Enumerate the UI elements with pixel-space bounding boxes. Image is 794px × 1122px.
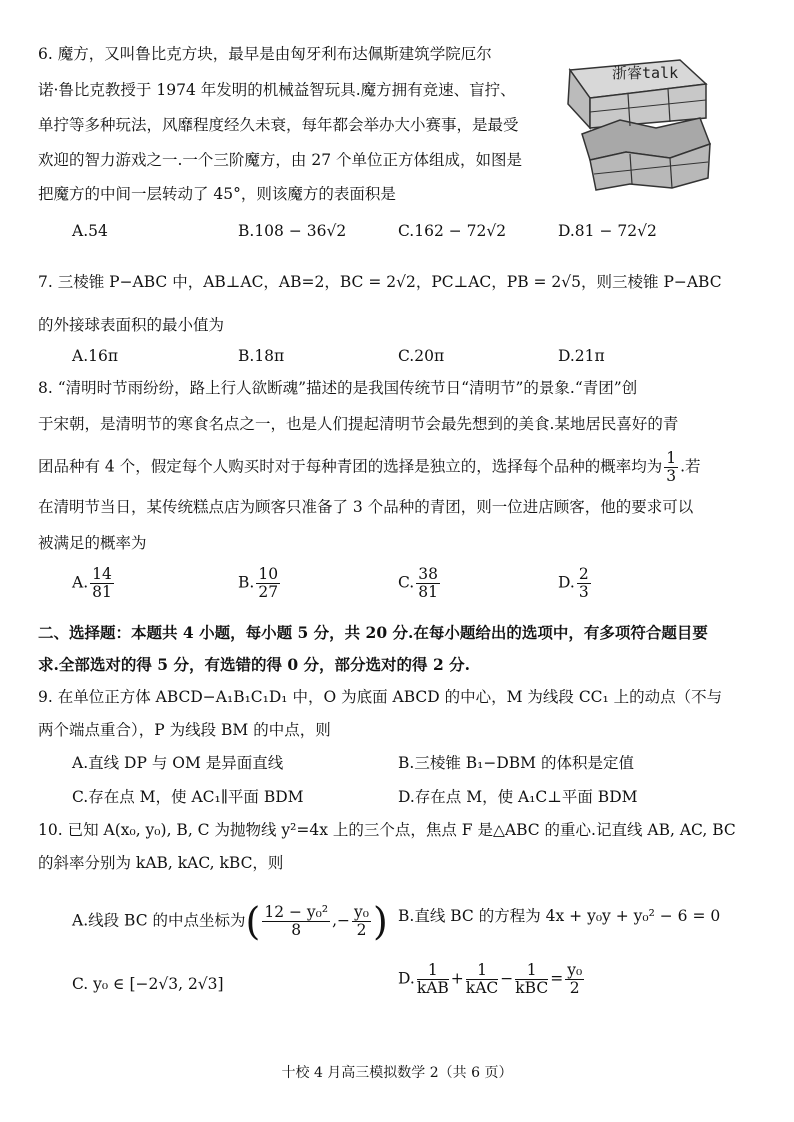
q9-option-c: C.存在点 M，使 AC₁∥平面 BDM (72, 788, 304, 806)
q9-line-1: 9. 在单位正方体 ABCD−A₁B₁C₁D₁ 中，O 为底面 ABCD 的中心，M 为线段 CC₁ 上的动点（不与 (38, 688, 723, 706)
q10-option-b: B.直线 BC 的方程为 4x + y₀y + y₀² − 6 = 0 (398, 907, 721, 925)
fraction-denominator: 8 (291, 921, 302, 939)
q7-option-c: C.20π (398, 347, 445, 365)
q8-line-1: 8. “清明时节雨纷纷，路上行人欲断魂”描述的是我国传统节日“清明节”的景象.“青团”创 (38, 379, 638, 397)
page-footer: 十校 4 月高三模拟数学 2（共 6 页） (281, 1065, 513, 1081)
q8-prob-fraction (664, 450, 678, 485)
fraction-denominator: kAB (416, 979, 449, 997)
fraction-numerator: 1 (417, 962, 449, 980)
slope-reciprocal-ab (417, 962, 449, 997)
fraction-denominator: 2 (569, 979, 580, 997)
fraction-denominator: 81 (92, 583, 112, 601)
fraction-denominator: kBC (515, 979, 549, 997)
q6-option-a: A.54 (72, 222, 108, 240)
q8-line-3-text: 团品种有 4 个，假定每个人购买时对于每种青团的选择是独立的，选择每个品种的概率均为 (38, 457, 663, 476)
option-label: A. (72, 573, 89, 592)
q6-line-2: 诺·鲁比克教授于 1974 年发明的机械益智玩具.魔方拥有竞速、盲拧、 (38, 81, 516, 99)
q9-line-2: 两个端点重合），P 为线段 BM 的中点，则 (38, 721, 331, 739)
option-a-text: A.线段 BC 的中点坐标为 (72, 911, 246, 930)
section-2-heading-line-2: 求.全部选对的得 5 分，有选错的得 0 分，部分选对的得 2 分. (38, 655, 471, 674)
rubiks-cube-figure (560, 48, 716, 198)
fraction-numerator: 1 (466, 962, 498, 980)
fraction-numerator: y₀ (567, 961, 583, 979)
q8-line-4: 在清明节当日，某传统糕点店为顾客只准备了 3 个品种的青团，则一位进店顾客，他的要求可以 (38, 498, 694, 516)
q8-option-d (558, 566, 593, 601)
fraction-numerator: y₀ (354, 903, 369, 921)
option-fraction (577, 566, 591, 601)
q9-option-a: A.直线 DP 与 OM 是异面直线 (72, 754, 284, 772)
fraction-denominator: 3 (666, 467, 677, 485)
q6-line-4: 欢迎的智力游戏之一.一个三阶魔方，由 27 个单位正方体组成，如图是 (38, 151, 523, 169)
slope-reciprocal-bc (515, 962, 548, 997)
option-fraction (416, 566, 440, 601)
cube-watermark: 浙睿talk (612, 64, 679, 82)
q10-line-1: 10. 已知 A(x₀, y₀), B, C 为抛物线 y²=4x 上的三个点，焦点 F 是△ABC 的重心.记直线 AB, AC, BC (38, 821, 736, 839)
slope-reciprocal-ac (466, 962, 498, 997)
fraction-numerator: 12 − y₀² (264, 903, 329, 921)
fraction-denominator: 27 (258, 583, 279, 601)
midpoint-x-fraction (262, 904, 330, 939)
q7-option-a: A.16π (72, 347, 119, 365)
q6-option-b: B.108 − 36√2 (238, 222, 347, 240)
section-2-heading-line-1: 二、选择题：本题共 4 小题，每小题 5 分，共 20 分.在每小题给出的选项中，有多项符合题目要 (38, 623, 708, 642)
q6-line-1: 6. 魔方，又叫鲁比克方块，最早是由匈牙利布达佩斯建筑学院厄尔 (38, 45, 492, 63)
fraction-denominator: 2 (356, 921, 367, 939)
q8-line-2: 于宋朝，是清明节的寒食名点之一，也是人们提起清明节会最先想到的美食.某地居民喜好的青 (38, 415, 679, 433)
q8-line-3-tail: .若 (680, 457, 701, 476)
fraction-numerator: 1 (666, 449, 677, 467)
q9-option-d: D.存在点 M，使 A₁C⊥平面 BDM (398, 788, 638, 806)
option-d-label: D. (398, 969, 415, 988)
midpoint-y-fraction (352, 904, 371, 939)
close-paren: ) (373, 899, 388, 944)
y0-half-fraction (565, 962, 584, 997)
fraction-numerator: 14 (92, 565, 112, 583)
fraction-numerator: 10 (258, 565, 279, 583)
fraction-numerator: 2 (578, 565, 589, 583)
fraction-numerator: 38 (418, 565, 438, 583)
fraction-numerator: 1 (515, 962, 548, 980)
q9-option-b: B.三棱锥 B₁−DBM 的体积是定值 (398, 754, 634, 772)
q7-line-2: 的外接球表面积的最小值为 (38, 316, 225, 334)
q10-line-2: 的斜率分别为 kAB, kAC, kBC，则 (38, 854, 284, 872)
q7-line-1: 7. 三棱锥 P−ABC 中，AB⊥AC，AB=2，BC = 2√2，PC⊥AC，PB = 2√5，则三棱锥 P−ABC (38, 273, 722, 291)
q7-option-b: B.18π (238, 347, 285, 365)
q8-line-3 (38, 450, 701, 485)
q8-option-c (398, 566, 442, 601)
q8-line-5: 被满足的概率为 (38, 534, 147, 552)
q10-option-a: A.线段 BC 的中点坐标为( $\frac{\text{12 − y₀²}}{8}$ ,− $\frac{\text{y₀}}{2}$ ) (72, 899, 388, 944)
q6-line-3: 单拧等多种玩法，风靡程度经久未衰，每年都会举办大小赛事，是最受 (38, 116, 519, 134)
option-fraction (90, 566, 114, 601)
q6-line-5: 把魔方的中间一层转动了 45°，则该魔方的表面积是 (38, 185, 396, 203)
q8-option-a (72, 566, 116, 601)
option-label: B. (238, 573, 255, 592)
option-label: D. (558, 573, 575, 592)
fraction-denominator: 3 (578, 583, 589, 601)
q10-option-d: D. $\frac{1}{\text{kAB}}$ + $\frac{1}{\text{kAC}}$ − $\frac{1}{\text{kBC}}$ = $\frac{\text{y₀}}{2}$ (398, 961, 583, 997)
q6-option-d: D.81 − 72√2 (558, 222, 657, 240)
q8-option-b (238, 566, 282, 601)
q6-option-c: C.162 − 72√2 (398, 222, 507, 240)
q10-option-c: C. y₀ ∈ [−2√3, 2√3] (72, 975, 224, 993)
fraction-denominator: kAC (465, 979, 499, 997)
open-paren: ( (245, 899, 261, 944)
option-fraction (256, 566, 280, 601)
q7-option-d: D.21π (558, 347, 605, 365)
fraction-denominator: 81 (418, 583, 438, 601)
option-label: C. (398, 573, 415, 592)
